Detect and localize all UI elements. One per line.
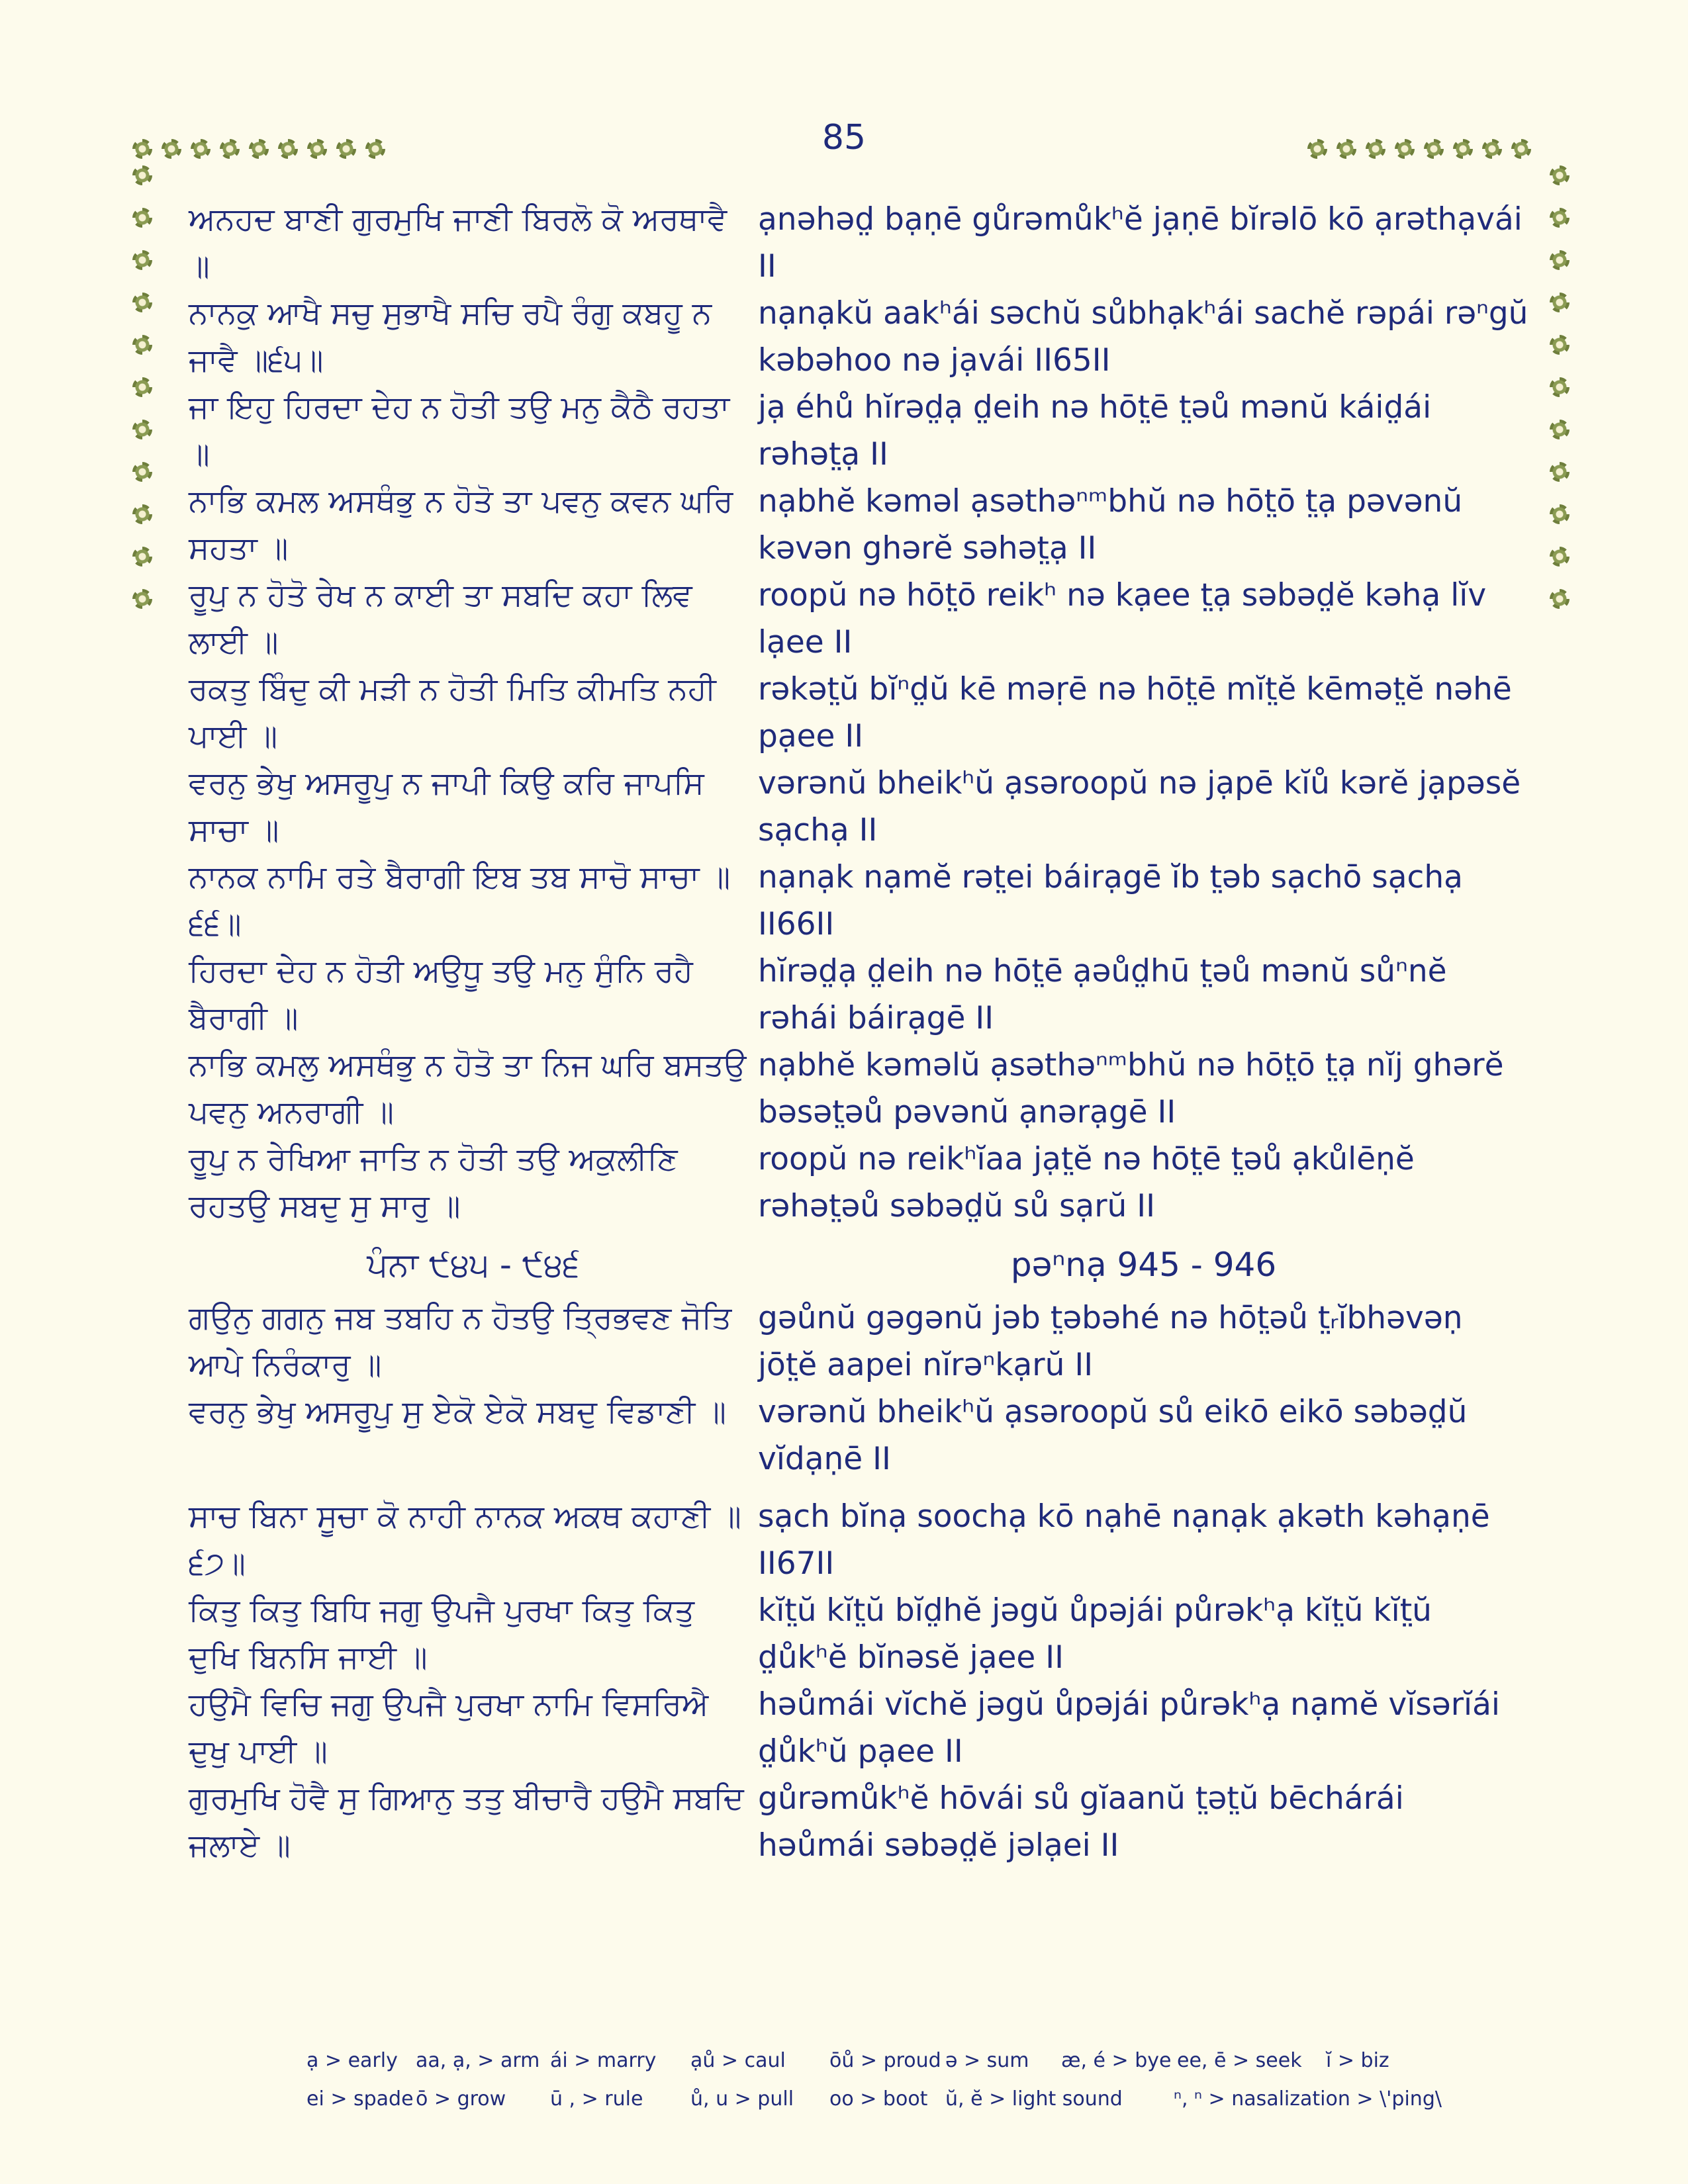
- legend-item: ōů > proud: [829, 2049, 941, 2072]
- gurmukhi-text: ਹਿਰਦਾ ਦੇਹ ਨ ਹੋਤੀ ਅਉਧੂ ਤਉ ਮਨੁ ਸੁੰਨਿ ਰਹੈ ਬੈਰਾਗੀ ॥: [189, 953, 693, 1036]
- legend-item: æ, é > bye: [1061, 2049, 1172, 2072]
- verse-row: [189, 760, 1529, 854]
- flower-icon: [1550, 250, 1570, 270]
- flower-icon: [1511, 139, 1531, 159]
- gurmukhi-text: ਰੂਪੁ ਨ ਰੇਖਿਆ ਜਾਤਿ ਨ ਹੋਤੀ ਤਉ ਅਕੁਲੀਣਿ ਰਹਤਉ ਸਬਦੁ ਸੁ ਸਾਰੁ ॥: [189, 1141, 678, 1224]
- verse-row: [189, 384, 1529, 478]
- verse-row: [189, 666, 1529, 760]
- transliteration-text: nạbhĕ kəməlŭ ạsəthəⁿᵐbhŭ nə hōt̤ō t̤ạ nĭj ghərĕ bəsət̤əů pəvənŭ ạnərạgē II: [758, 1047, 1504, 1130]
- legend-item: ⁿ, ⁿ > nasalization > \'ping\: [1174, 2087, 1442, 2111]
- flower-icon: [191, 139, 211, 159]
- gurmukhi-text: ਅਨਹਦ ਬਾਣੀ ਗੁਰਮੁਖਿ ਜਾਣੀ ਬਿਰਲੋ ਕੋ ਅਰਥਾਵੈ ॥: [189, 201, 727, 285]
- flower-icon: [249, 139, 269, 159]
- page-number: 85: [821, 118, 867, 158]
- verse-row: [189, 1042, 1529, 1136]
- legend-item: ə > sum: [945, 2049, 1029, 2072]
- page-range-gurmukhi: ਪੰਨਾ ੯੪੫ - ੯੪੬: [367, 1246, 580, 1284]
- flower-icon: [307, 139, 327, 159]
- gurmukhi-text: ਗਉਨੁ ਗਗਨੁ ਜਬ ਤਬਹਿ ਨ ਹੋਤਉ ਤ੍ਰਿਭਵਣ ਜੋਤਿ ਆਪੇ ਨਿਰੰਕਾਰੁ ॥: [189, 1300, 732, 1383]
- verse-row: [189, 478, 1529, 572]
- gurmukhi-text: ਗੁਰਮੁਖਿ ਹੋਵੈ ਸੁ ਗਿਆਨੁ ਤਤੁ ਬੀਚਾਰੈ ਹਉਮੈ ਸਬਦਿ ਜਲਾਏ ॥: [189, 1780, 744, 1864]
- flower-icon: [1395, 139, 1415, 159]
- flower-icon: [132, 504, 152, 524]
- gurmukhi-text: ਕਿਤੁ ਕਿਤੁ ਬਿਧਿ ਜਗੁ ਉਪਜੈ ਪੁਰਖਾ ਕਿਤੁ ਕਿਤੁ ਦੁਖਿ ਬਿਨਸਿ ਜਾਈ ॥: [189, 1592, 694, 1676]
- legend-item: ee, ē > seek: [1177, 2049, 1302, 2072]
- page-range-transliteration: pəⁿnạ 945 - 946: [1010, 1246, 1277, 1284]
- transliteration-text: ạnəhəd̤ bạṇē gůrəmůkʰĕ jạṇē bĭrəlō kō ạrəthạvái II: [758, 201, 1523, 285]
- flower-icon: [132, 547, 152, 567]
- transliteration-text: nạbhĕ kəməl ạsəthəⁿᵐbhŭ nə hōt̤ō t̤ạ pəvənŭ kəvən ghərĕ səhət̤ạ II: [758, 483, 1463, 567]
- flower-icon: [132, 462, 152, 482]
- gurmukhi-text: ਨਾਨਕ ਨਾਮਿ ਰਤੇ ਬੈਰਾਗੀ ਇਬ ਤਬ ਸਾਚੋ ਸਾਚਾ ॥੬੬॥: [189, 859, 731, 942]
- gurmukhi-text: ਹਉਮੈ ਵਿਚਿ ਜਗੁ ਉਪਜੈ ਪੁਰਖਾ ਨਾਮਿ ਵਿਸਰਿਐ ਦੁਖੁ ਪਾਈ ॥: [189, 1686, 709, 1770]
- verse-row: [189, 196, 1529, 290]
- gurmukhi-text: ਵਰਨੁ ਭੇਖੁ ਅਸਰੂਪੁ ਨ ਜਾਪੀ ਕਿਉ ਕਰਿ ਜਾਪਸਿ ਸਾਚਾ ॥: [189, 765, 704, 848]
- transliteration-text: sạch bĭnạ soochạ kō nạhē nạnạk ạkəth kəhạṇē II67II: [758, 1498, 1490, 1582]
- verse-row: [189, 572, 1529, 666]
- verse-content: [189, 196, 1529, 1869]
- flower-icon: [278, 139, 298, 159]
- top-left-ornament: [132, 139, 385, 159]
- flower-icon: [132, 377, 152, 397]
- flower-icon: [1424, 139, 1444, 159]
- flower-icon: [1550, 335, 1570, 355]
- flower-icon: [1550, 589, 1570, 609]
- flower-icon: [1550, 165, 1570, 185]
- left-ornament: [132, 165, 152, 609]
- legend-item: ái > marry: [550, 2049, 657, 2072]
- page-range-heading: [189, 1240, 1529, 1289]
- legend-item: ạ > early: [306, 2049, 398, 2072]
- transliteration-text: rəkət̤ŭ bĭⁿd̤ŭ kē məṛē nə hōt̤ē mĭt̤ĕ kēmət̤ĕ nəhē pạee II: [758, 671, 1512, 754]
- verse-row: [189, 1775, 1529, 1869]
- flower-icon: [132, 250, 152, 270]
- gurmukhi-text: ਜਾ ਇਹੁ ਹਿਰਦਾ ਦੇਹ ਨ ਹੋਤੀ ਤਉ ਮਨੁ ਕੈਠੈ ਰਹਤਾ ॥: [189, 389, 730, 473]
- legend-item: oo > boot: [829, 2087, 928, 2111]
- gurmukhi-text: ਵਰਨੁ ਭੇਖੁ ਅਸਰੂਪੁ ਸੁ ਏਕੋ ਏਕੋ ਸਬਦੁ ਵਿਡਾਣੀ ॥: [189, 1394, 726, 1430]
- transliteration-text: nạnạkŭ aakʰái səchŭ sůbhạkʰái sachĕ rəpái rəⁿgŭ kəbəhoo nə jạvái II65II: [758, 295, 1528, 379]
- gurmukhi-text: ਨਾਨਕੁ ਆਖੈ ਸਚੁ ਸੁਭਾਖੈ ਸਚਿ ਰਪੈ ਰੰਗੁ ਕਬਹੂ ਨ ਜਾਵੈ ॥੬੫॥: [189, 295, 712, 379]
- flower-icon: [336, 139, 356, 159]
- flower-icon: [1336, 139, 1356, 159]
- flower-icon: [220, 139, 240, 159]
- flower-icon: [132, 589, 152, 609]
- verse-row: [189, 290, 1529, 384]
- flower-icon: [1550, 462, 1570, 482]
- flower-icon: [1550, 208, 1570, 228]
- gurmukhi-text: ਰੂਪੁ ਨ ਹੋਤੋ ਰੇਖ ਨ ਕਾਈ ਤਾ ਸਬਦਿ ਕਹਾ ਲਿਵ ਲਾਈ ॥: [189, 577, 692, 660]
- verse-row: [189, 948, 1529, 1042]
- transliteration-text: gůrəmůkʰĕ hōvái sů gĭaanŭ t̤ət̤ŭ bēchárái həůmái səbəd̤ĕ jəlạei II: [758, 1780, 1404, 1864]
- flower-icon: [1550, 420, 1570, 439]
- flower-icon: [162, 139, 181, 159]
- verse-row: [189, 854, 1529, 948]
- verse-row: [189, 1587, 1529, 1681]
- verse-row: [189, 1388, 1529, 1482]
- transliteration-text: nạnạk nạmĕ rət̤ei báirạgē ĭb t̤əb sạchō sạchạ II66II: [758, 859, 1463, 942]
- flower-icon: [1550, 293, 1570, 312]
- flower-icon: [1550, 547, 1570, 567]
- flower-icon: [132, 293, 152, 312]
- legend-item: ů, u > pull: [690, 2087, 794, 2111]
- top-right-ornament: [1307, 139, 1531, 159]
- legend-item: ō > grow: [416, 2087, 506, 2111]
- legend-row: [306, 2080, 1511, 2118]
- flower-icon: [1550, 377, 1570, 397]
- transliteration-text: hĭrəd̤ạ d̤eih nə hōt̤ē ạəůd̤hū t̤əů mənŭ sůⁿnĕ rəhái báirạgē II: [758, 953, 1447, 1036]
- flower-icon: [132, 420, 152, 439]
- flower-icon: [1366, 139, 1385, 159]
- transliteration-text: həůmái vĭchĕ jəgŭ ůpəjái půrəkʰạ nạmĕ vĭsərĭái d̤ůkʰŭ pạee II: [758, 1686, 1500, 1770]
- legend-item: ạů > caul: [690, 2049, 786, 2072]
- verse-row: [189, 1493, 1529, 1587]
- right-ornament: [1550, 165, 1570, 609]
- flower-icon: [132, 335, 152, 355]
- pronunciation-legend: [306, 2042, 1511, 2118]
- transliteration-text: gəůnŭ gəgənŭ jəb t̤əbəhé nə hōt̤əů t̤ᵣĭbhəvəṇ jōt̤ĕ aapei nĭrəⁿkạrŭ II: [758, 1300, 1463, 1383]
- legend-item: ū , > rule: [550, 2087, 643, 2111]
- flower-icon: [1307, 139, 1327, 159]
- gurmukhi-text: ਰਕਤੁ ਬਿੰਦੁ ਕੀ ਮੜੀ ਨ ਹੋਤੀ ਮਿਤਿ ਕੀਮਤਿ ਨਹੀ ਪਾਈ ॥: [189, 671, 716, 754]
- transliteration-text: vərənŭ bheikʰŭ ạsəroopŭ sů eikō eikō səbəd̤ŭ vĭdạṇē II: [758, 1394, 1468, 1477]
- verse-row: [189, 1136, 1529, 1230]
- flower-icon: [1453, 139, 1473, 159]
- gurmukhi-text: ਸਾਚ ਬਿਨਾ ਸੂਚਾ ਕੋ ਨਾਹੀ ਨਾਨਕ ਅਕਥ ਕਹਾਣੀ ॥੬੭॥: [189, 1498, 741, 1582]
- transliteration-text: roopŭ nə reikʰĭaa jạt̤ĕ nə hōt̤ē t̤əů ạkůlēṇĕ rəhət̤əů səbəd̤ŭ sů sạrŭ II: [758, 1141, 1415, 1224]
- transliteration-text: kĭt̤ŭ kĭt̤ŭ bĭd̤hĕ jəgŭ ůpəjái půrəkʰạ kĭt̤ŭ kĭt̤ŭ d̤ůkʰĕ bĭnəsĕ jạee II: [758, 1592, 1432, 1676]
- flower-icon: [1550, 504, 1570, 524]
- legend-item: ŭ, ĕ > light sound: [945, 2087, 1123, 2111]
- gurmukhi-text: ਨਾਭਿ ਕਮਲ ਅਸਥੰਭੁ ਨ ਹੋਤੋ ਤਾ ਪਵਨੁ ਕਵਨ ਘਰਿ ਸਹਤਾ ॥: [189, 483, 733, 567]
- flower-icon: [1482, 139, 1502, 159]
- flower-icon: [132, 208, 152, 228]
- transliteration-text: jạ éhů hĭrəd̤ạ d̤eih nə hōt̤ē t̤əů mənŭ káid̤ái rəhət̤ạ II: [758, 389, 1432, 473]
- transliteration-text: roopŭ nə hōt̤ō reikʰ nə kạee t̤ạ səbəd̤ĕ kəhạ lĭv lạee II: [758, 577, 1487, 660]
- flower-icon: [132, 165, 152, 185]
- legend-item: ĭ > biz: [1326, 2049, 1389, 2072]
- legend-item: ei > spade: [306, 2087, 414, 2111]
- legend-item: aa, ạ, > arm: [416, 2049, 540, 2072]
- transliteration-text: vərənŭ bheikʰŭ ạsəroopŭ nə jạpē kĭů kərĕ jạpəsĕ sạchạ II: [758, 765, 1521, 848]
- legend-row: [306, 2042, 1511, 2080]
- gurmukhi-text: ਨਾਭਿ ਕਮਲੁ ਅਸਥੰਭੁ ਨ ਹੋਤੋ ਤਾ ਨਿਜ ਘਰਿ ਬਸਤਉ ਪਵਨੁ ਅਨਰਾਗੀ ॥: [189, 1047, 747, 1130]
- verse-row: [189, 1295, 1529, 1388]
- flower-icon: [132, 139, 152, 159]
- verse-row: [189, 1681, 1529, 1775]
- flower-icon: [365, 139, 385, 159]
